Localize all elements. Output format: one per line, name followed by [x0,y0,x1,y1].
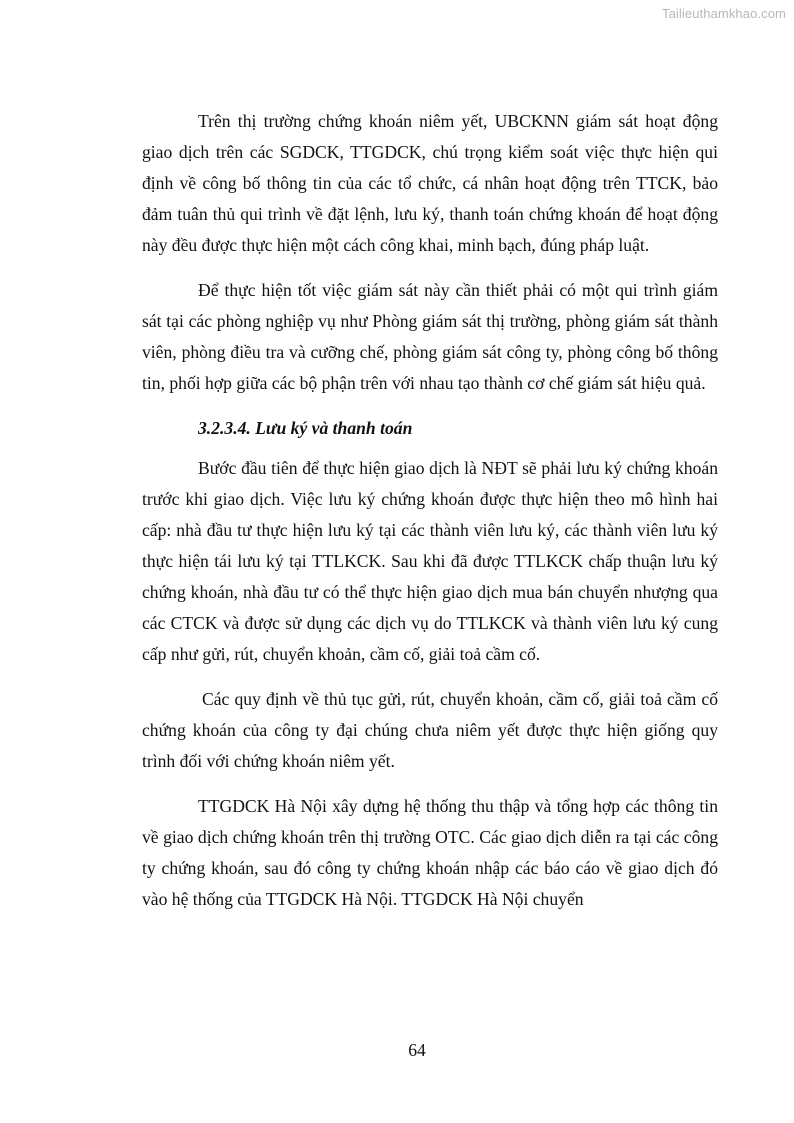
paragraph-supervision-process: Để thực hiện tốt việc giám sát này cần thiết phải có một qui trình giám sát tại các phòng nghiệp vụ như Phòng giám sát thị trường, phòng giám sát thành viên, phòng điều tra và cưỡng chế, phòng giám sát công ty, phòng công bố thông tin, phối hợp giữa các bộ phận trên với nhau tạo thành cơ chế giám sát hiệu quả. [142,280,718,393]
watermark-text: Tailieuthamkhao.com [661,6,786,21]
document-body [142,106,718,929]
paragraph-depository-first-step: Bước đầu tiên để thực hiện giao dịch là NĐT sẽ phải lưu ký chứng khoán trước khi giao dịch. Việc lưu ký chứng khoán được thực hiện theo mô hình hai cấp: nhà đầu tư thực hiện lưu ký tại các thành viên lưu ký, các thành viên lưu ký thực hiện tái lưu ký tại TTLKCK. Sau khi đã được TTLKCK chấp thuận lưu ký chứng khoán, nhà đầu tư có thể thực hiện giao dịch mua bán chuyển nhượng qua các CTCK và được sử dụng các dịch vụ do TTLKCK và thành viên lưu ký cung cấp như gửi, rút, chuyển khoản, cầm cố, giải toả cầm cố. [142,458,718,664]
page-number: 64 [408,1040,426,1060]
paragraph-otc-reporting: TTGDCK Hà Nội xây dựng hệ thống thu thập và tổng hợp các thông tin về giao dịch chứng khoán trên thị trường OTC. Các giao dịch diễn ra tại các công ty chứng khoán, sau đó công ty chứng khoán nhập các báo cáo về giao dịch đó vào hệ thống của TTGDCK Hà Nội. TTGDCK Hà Nội chuyển [142,796,718,909]
section-heading: 3.2.3.4. Lưu ký và thanh toán [198,418,413,438]
paragraph-depository-rules: Các quy định về thủ tục gửi, rút, chuyển khoản, cầm cố, giải toả cầm cố chứng khoán của công ty đại chúng chưa niêm yết được thực hiện giống quy trình đối với chứng khoán niêm yết. [142,689,718,771]
paragraph-market-supervision: Trên thị trường chứng khoán niêm yết, UBCKNN giám sát hoạt động giao dịch trên các SGDCK, TTGDCK, chú trọng kiểm soát việc thực hiện qui định về công bố thông tin của các tổ chức, cá nhân hoạt động trên TTCK, bảo đảm tuân thủ qui trình về đặt lệnh, lưu ký, thanh toán chứng khoán để hoạt động này đều được thực hiện một cách công khai, minh bạch, đúng pháp luật. [142,111,718,255]
